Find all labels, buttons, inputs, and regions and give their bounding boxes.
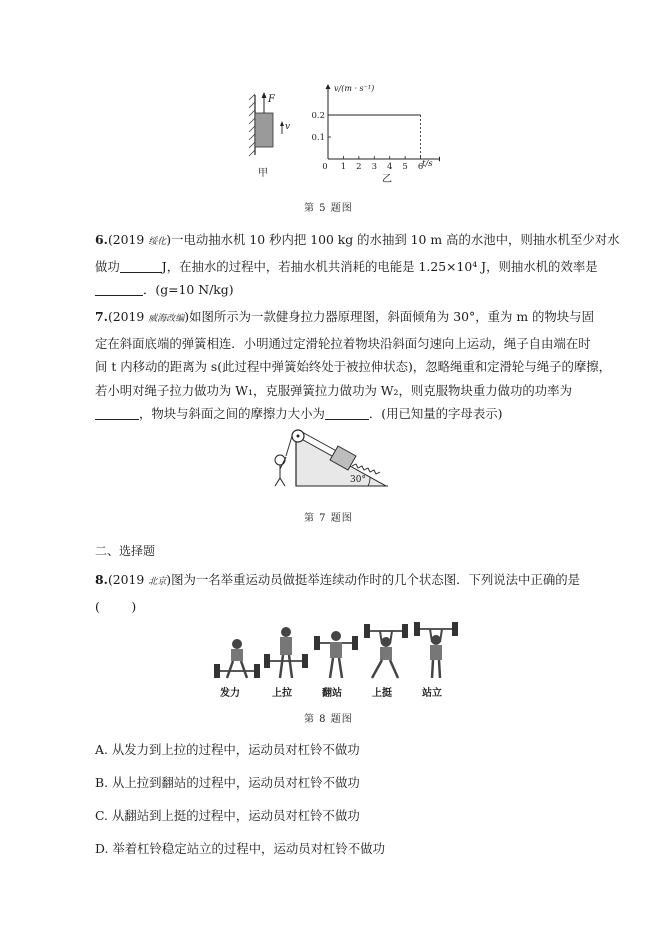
weightlifter-sequence: [210, 620, 460, 682]
lifter-label-1: 发力: [220, 688, 240, 699]
figure-5-left-label: 甲: [258, 168, 268, 179]
figure-7-caption: 第 7 题图: [304, 513, 353, 524]
lifter-shangting: [364, 624, 408, 678]
figure-5-caption: 第 5 题图: [304, 203, 353, 214]
q7-blank-2[interactable]: [325, 407, 369, 420]
q7-year: (2019: [107, 309, 149, 324]
question-6: [95, 228, 620, 302]
origin-label: 0: [322, 162, 328, 172]
figure-8: [210, 620, 460, 698]
q6-blank-1[interactable]: [120, 260, 162, 273]
lifter-fali: [214, 639, 260, 678]
q7-source: 威海改编: [148, 314, 185, 324]
x-tick-label: 1: [340, 162, 347, 172]
lifter-label-3: 翻站: [322, 688, 342, 699]
q6-blank-2[interactable]: [95, 283, 143, 296]
figure-7: [268, 424, 393, 496]
force-label: F: [268, 94, 275, 105]
velocity-label: v: [285, 122, 291, 132]
figure-5: [240, 80, 440, 190]
q7-number: 7.: [95, 309, 108, 324]
q7-line4: 若小明对绳子拉力做功为 W₁，克服弹簧拉力做功为 W₂，则克服物块重力做功的功率为: [95, 382, 572, 398]
q7-line3: 间 t 内移动的距离为 s(此过程中弹簧始终处于被拉伸状态)，忽略绳重和定滑轮与绳子的摩擦，: [95, 359, 612, 374]
section-2-title: 二、选择题: [95, 544, 156, 558]
q8-number: 8.: [95, 572, 108, 587]
q7-line5-a: ，物块与斜面之间的摩擦力大小为: [139, 406, 325, 421]
q6-line2-a: 做功: [95, 258, 120, 274]
y-axis-arrow: [326, 84, 331, 89]
x-tick-label: 6: [417, 162, 424, 172]
x-tick-label: 5: [402, 162, 408, 172]
q6-source: 绥化: [148, 237, 167, 247]
x-axis-label: t/s: [422, 159, 433, 169]
question-8: [95, 568, 580, 618]
q6-line3: ．(g=10 N/kg): [143, 282, 234, 297]
q6-number: 6.: [95, 232, 108, 247]
q8-answer-paren[interactable]: ( ): [95, 598, 137, 614]
y-tick-label: 0.2: [311, 111, 325, 121]
lifter-label-2: 上拉: [272, 688, 292, 699]
incline-diagram: [268, 424, 393, 496]
q6-year: (2019: [107, 232, 149, 247]
lifter-zhanli: [414, 622, 458, 678]
lifter-fanzhan: [314, 631, 358, 678]
x-axis-arrow: [439, 157, 440, 162]
y-tick-label: 0.1: [311, 133, 325, 143]
lifter-label-5: 站立: [422, 688, 442, 699]
lifter-label-4: 上挺: [372, 688, 392, 699]
q8-year: (2019: [107, 572, 149, 587]
lifter-shangla: [264, 627, 308, 678]
figure-5-right-label: 乙: [382, 174, 392, 185]
q8-line1: )图为一名举重运动员做挺举连续动作时的几个状态图．下列说法中正确的是: [166, 572, 580, 587]
q7-blank-1[interactable]: [95, 407, 139, 420]
question-7: [95, 305, 612, 426]
x-tick-label: 2: [356, 162, 362, 172]
option-a[interactable]: A. 从发力到上拉的过程中，运动员对杠铃不做功: [95, 742, 360, 757]
vt-graph: [310, 80, 440, 185]
q7-line5-b: ．(用已知量的字母表示): [368, 406, 503, 421]
x-tick-label: 4: [387, 162, 393, 172]
q7-line2: 定在斜面底端的弹簧相连．小明通过定滑轮拉着物块沿斜面匀速向上运动，绳子自由端在时: [95, 335, 591, 351]
y-axis-label: v/(m · s⁻¹): [334, 84, 375, 93]
q6-line1: )一电动抽水机 10 秒内把 100 kg 的水抽到 10 m 高的水池中，则抽水机至少对水: [166, 232, 620, 247]
option-d[interactable]: D. 举着杠铃稳定站立的过程中，运动员对杠铃不做功: [95, 841, 385, 856]
x-tick-label: 3: [371, 162, 377, 172]
incline-angle-label: 30°: [350, 475, 366, 485]
option-b[interactable]: B. 从上拉到翻站的过程中，运动员对杠铃不做功: [95, 775, 360, 790]
option-c[interactable]: C. 从翻站到上挺的过程中，运动员对杠铃不做功: [95, 808, 360, 823]
q6-line2-b: J，在抽水的过程中，若抽水机共消耗的电能是 1.25×10⁴ J，则抽水机的效率是: [161, 258, 598, 274]
q8-source: 北京: [148, 577, 167, 587]
figure-8-caption: 第 8 题图: [304, 714, 353, 725]
q7-line1: )如图所示为一款健身拉力器原理图，斜面倾角为 30°，重为 m 的物块与固: [184, 309, 594, 324]
